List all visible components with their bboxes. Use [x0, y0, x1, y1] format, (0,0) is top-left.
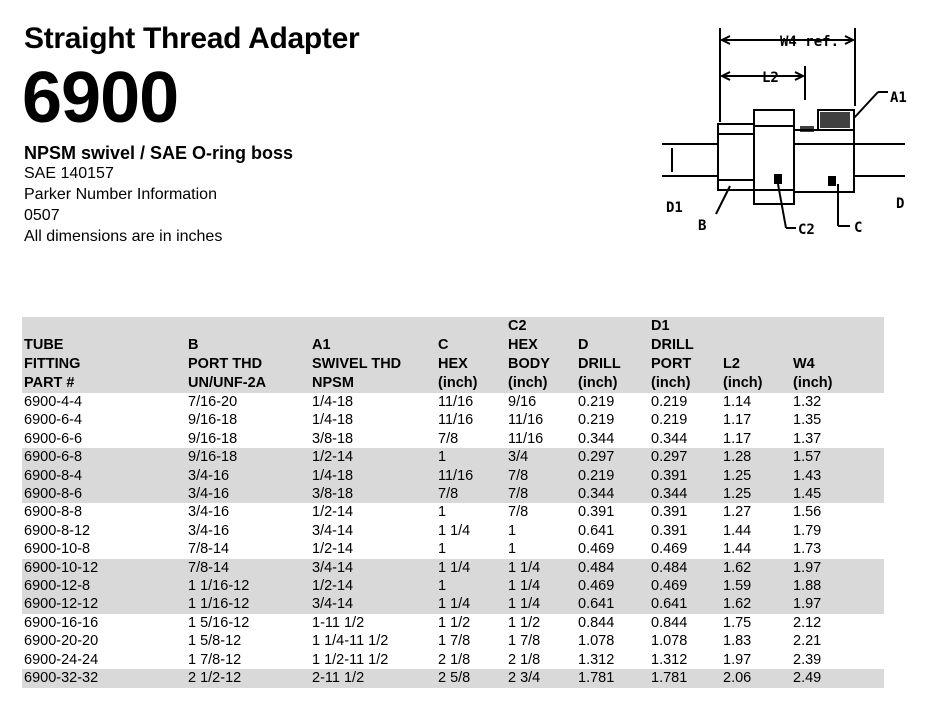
table-cell: 3/4-16 — [186, 485, 310, 503]
table-cell: 1 1/2-11 1/2 — [312, 651, 389, 668]
table-row — [22, 448, 884, 466]
table-cell: 1.078 — [578, 633, 615, 650]
table-row — [22, 393, 884, 411]
col-header-d: D DRILL (inch) — [576, 317, 649, 393]
table-cell: 1 1/4 — [438, 522, 471, 539]
table-cell: 1.75 — [723, 614, 752, 631]
table-row — [22, 577, 884, 595]
table-cell: 1.57 — [791, 448, 884, 466]
table-cell: 1 1/2 — [508, 614, 541, 631]
table-cell: 1 1/4-11 1/2 — [312, 633, 389, 650]
table-cell: 6900-24-24 — [24, 651, 99, 668]
table-cell: 1/2-14 — [312, 541, 354, 558]
col-header-c2: C2 HEX BODY (inch) — [506, 317, 576, 393]
table-cell: 2 5/8 — [436, 669, 506, 687]
table-cell: 2.21 — [793, 633, 822, 650]
table-cell: 11/16 — [508, 430, 544, 447]
table-cell: 0.469 — [578, 541, 615, 558]
table-cell: 1.32 — [793, 394, 822, 410]
table-cell: 9/16 — [508, 394, 537, 410]
table-cell: 1.83 — [723, 633, 752, 650]
table-cell: 1 — [508, 522, 517, 539]
table-cell: 1.312 — [651, 651, 688, 668]
table-cell: 0.469 — [651, 541, 688, 558]
table-cell: 1 — [438, 541, 447, 558]
sae-number: SAE 140157 — [24, 165, 114, 182]
table-cell: 0.297 — [576, 448, 649, 466]
table-cell: 1.17 — [723, 430, 752, 447]
table-cell: 7/16-20 — [188, 394, 238, 410]
table-cell: 1.97 — [723, 651, 752, 668]
table-cell: 0.469 — [649, 577, 721, 595]
table-cell: 3/4-14 — [310, 595, 436, 613]
table-cell: 1.44 — [723, 541, 752, 558]
c2-label: C2 — [798, 222, 815, 238]
col-header-b: B PORT THD UN/UNF-2A — [186, 317, 310, 393]
table-cell: 1.79 — [793, 522, 822, 539]
table-cell: 3/4-14 — [312, 522, 354, 539]
table-row — [22, 485, 884, 503]
table-cell: 1/2-14 — [310, 448, 436, 466]
table-cell: 0.219 — [651, 412, 688, 429]
dimensions-table — [22, 317, 884, 688]
table-cell: 0.344 — [576, 485, 649, 503]
table-cell: 1.35 — [793, 412, 822, 429]
table-row — [22, 651, 884, 669]
table-cell: 1 — [438, 504, 447, 521]
table-cell: 1/4-18 — [312, 412, 354, 429]
table-cell: 1.17 — [723, 412, 752, 429]
table-cell: 1.97 — [791, 595, 884, 613]
table-cell: 0.484 — [649, 559, 721, 577]
table-cell: 1.88 — [791, 577, 884, 595]
table-cell: 1 1/4 — [506, 577, 576, 595]
table-cell: 6900-8-4 — [22, 467, 186, 485]
table-cell: 1 7/8 — [508, 633, 541, 650]
table-body — [22, 393, 884, 688]
table-cell: 7/8 — [436, 485, 506, 503]
table-cell: 6900-12-8 — [22, 577, 186, 595]
table-cell: 6900-8-6 — [22, 485, 186, 503]
table-row — [22, 540, 884, 558]
table-cell: 2.49 — [791, 669, 884, 687]
table-cell: 1 7/8 — [438, 633, 471, 650]
table-cell: 1.62 — [721, 595, 791, 613]
table-cell: 6900-6-8 — [22, 448, 186, 466]
table-cell: 3/8-18 — [310, 485, 436, 503]
table-cell: 2.39 — [793, 651, 822, 668]
table-cell: 1.14 — [723, 394, 752, 410]
table-cell: 1-11 1/2 — [312, 614, 365, 631]
table-cell: 1.078 — [651, 633, 688, 650]
table-cell: 0.219 — [576, 467, 649, 485]
table-cell: 1.56 — [793, 504, 822, 521]
table-cell: 6900-8-12 — [24, 522, 91, 539]
table-cell: 2 1/8 — [438, 651, 471, 668]
table-cell: 1 5/16-12 — [188, 614, 250, 631]
table-cell: 6900-10-12 — [22, 559, 186, 577]
table-cell: 1.781 — [576, 669, 649, 687]
table-cell: 1.43 — [791, 467, 884, 485]
table-cell: 0.641 — [576, 595, 649, 613]
table-cell: 1.97 — [791, 559, 884, 577]
table-cell: 7/8-14 — [188, 541, 230, 558]
table-cell: 7/8 — [506, 485, 576, 503]
table-cell: 1 1/16-12 — [186, 577, 310, 595]
table-cell: 0.484 — [576, 559, 649, 577]
table-cell: 1.781 — [649, 669, 721, 687]
table-row — [22, 522, 884, 540]
table-cell: 9/16-18 — [188, 430, 238, 447]
table-cell: 7/8 — [508, 504, 529, 521]
table-cell: 1/2-14 — [312, 504, 354, 521]
col-header-w4: W4 (inch) — [791, 317, 884, 393]
table-row — [22, 467, 884, 485]
table-row — [22, 614, 884, 632]
table-row — [22, 411, 884, 429]
table-cell: 9/16-18 — [188, 412, 238, 429]
table-cell: 9/16-18 — [186, 448, 310, 466]
table-cell: 7/8 — [506, 467, 576, 485]
table-cell: 1 — [508, 541, 517, 558]
table-cell: 11/16 — [436, 467, 506, 485]
table-cell: 1 1/4 — [436, 595, 506, 613]
table-cell: 2 1/2-12 — [186, 669, 310, 687]
info-code: 0507 — [24, 207, 60, 224]
table-cell: 1.45 — [791, 485, 884, 503]
table-cell: 1 1/4 — [436, 559, 506, 577]
table-row — [22, 559, 884, 577]
l2-label: L2 — [762, 70, 779, 86]
table-cell: 1/4-18 — [310, 467, 436, 485]
table-cell: 2-11 1/2 — [310, 669, 436, 687]
table-cell: 0.844 — [651, 614, 688, 631]
b-label: B — [698, 218, 707, 234]
table-cell: 1.312 — [578, 651, 615, 668]
col-header-l2: L2 (inch) — [721, 317, 791, 393]
table-cell: 0.391 — [578, 504, 615, 521]
table-cell: 3/4-16 — [188, 504, 230, 521]
table-cell: 3/8-18 — [312, 430, 354, 447]
table-cell: 7/8 — [438, 430, 459, 447]
c-label: C — [854, 220, 863, 236]
table-cell: 6900-6-4 — [24, 412, 83, 429]
table-cell: 1 5/8-12 — [188, 633, 242, 650]
table-cell: 1.25 — [721, 485, 791, 503]
table-cell: 2 3/4 — [506, 669, 576, 687]
table-cell: 0.641 — [649, 595, 721, 613]
table-row — [22, 669, 884, 687]
table-cell: 1 1/4 — [506, 559, 576, 577]
table-cell: 6900-16-16 — [24, 614, 99, 631]
table-cell: 1.37 — [793, 430, 822, 447]
col-header-c: C HEX (inch) — [436, 317, 506, 393]
table-cell: 0.219 — [651, 394, 688, 410]
page-title: Straight Thread Adapter — [24, 22, 360, 55]
table-cell: 0.219 — [578, 412, 615, 429]
table-cell: 6900-8-8 — [24, 504, 83, 521]
product-subtitle: NPSM swivel / SAE O-ring boss — [24, 143, 294, 163]
table-cell: 0.391 — [651, 522, 688, 539]
table-cell: 1 — [436, 448, 506, 466]
table-cell: 1.73 — [793, 541, 822, 558]
table-cell: 1.44 — [723, 522, 752, 539]
table-row — [22, 595, 884, 613]
table-cell: 1.25 — [721, 467, 791, 485]
table-cell: 6900-20-20 — [24, 633, 99, 650]
table-cell: 6900-32-32 — [22, 669, 186, 687]
table-cell: 0.344 — [578, 430, 615, 447]
table-cell: 0.297 — [649, 448, 721, 466]
table-cell: 1/2-14 — [310, 577, 436, 595]
table-cell: 0.344 — [649, 485, 721, 503]
table-cell: 2.12 — [793, 614, 822, 631]
table-cell: 11/16 — [508, 412, 544, 429]
table-cell: 3/4-16 — [186, 467, 310, 485]
table-cell: 11/16 — [438, 412, 474, 429]
fitting-diagram — [650, 14, 920, 254]
table-cell: 0.391 — [649, 467, 721, 485]
table-cell: 0.469 — [576, 577, 649, 595]
table-cell: 2.06 — [721, 669, 791, 687]
table-cell: 3/4-16 — [188, 522, 230, 539]
table-cell: 3/4-14 — [310, 559, 436, 577]
table-header-row — [22, 317, 884, 393]
table-cell: 1/4-18 — [312, 394, 354, 410]
table-row — [22, 430, 884, 448]
model-number: 6900 — [22, 58, 179, 138]
table-cell: 0.344 — [651, 430, 688, 447]
col-header-d1: D1 DRILL PORT (inch) — [649, 317, 721, 393]
table-cell: 1 1/4 — [506, 595, 576, 613]
units-note: All dimensions are in inches — [24, 228, 223, 245]
table-cell: 6900-12-12 — [22, 595, 186, 613]
table-cell: 7/8-14 — [186, 559, 310, 577]
col-header-a1: A1 SWIVEL THD NPSM — [310, 317, 436, 393]
col-header-part: TUBE FITTING PART # — [22, 317, 186, 393]
table-cell: 6900-6-6 — [24, 430, 83, 447]
table-cell: 3/4 — [506, 448, 576, 466]
d1-label: D1 — [666, 200, 683, 216]
table-cell: 1 — [436, 577, 506, 595]
parker-info: Parker Number Information — [24, 186, 217, 203]
table-cell: 0.844 — [578, 614, 615, 631]
table-cell: 2 1/8 — [508, 651, 541, 668]
table-row — [22, 503, 884, 521]
table-cell: 6900-4-4 — [24, 394, 83, 410]
table-cell: 11/16 — [438, 394, 474, 410]
a1-label: A1 — [890, 90, 907, 106]
table-cell: 1.28 — [721, 448, 791, 466]
table-cell: 1.59 — [721, 577, 791, 595]
table-cell: 0.219 — [578, 394, 615, 410]
table-cell: 1 1/16-12 — [186, 595, 310, 613]
table-cell: 1.27 — [723, 504, 752, 521]
table-cell: 0.641 — [578, 522, 615, 539]
table-cell: 1 1/2 — [438, 614, 471, 631]
w4-label: W4 ref. — [780, 34, 840, 50]
table-cell: 6900-10-8 — [24, 541, 91, 558]
table-row — [22, 632, 884, 650]
table-cell: 1.62 — [721, 559, 791, 577]
table-cell: 1 7/8-12 — [188, 651, 242, 668]
d-label: D — [896, 196, 905, 212]
table-cell: 0.391 — [651, 504, 688, 521]
